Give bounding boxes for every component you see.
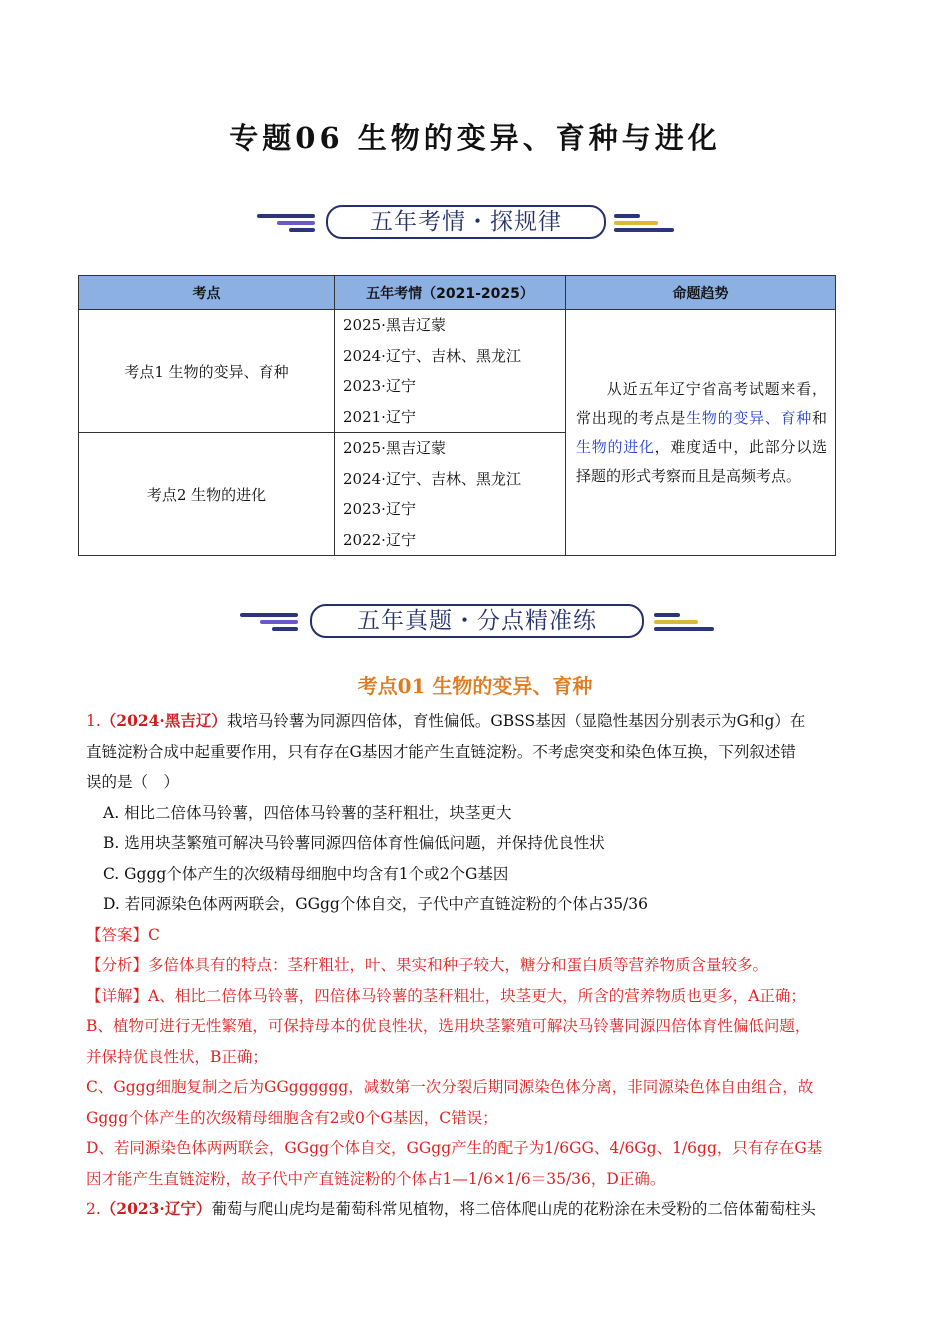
header-point: 考点 [79,276,335,310]
year-entry: 2023·辽宁 [343,500,416,518]
decorative-line [240,613,298,617]
decorative-line [614,228,674,232]
banner-label: 五年真题・分点精准练 [310,604,644,638]
trend-text: 和 [811,408,827,427]
decorative-line [654,613,680,617]
question-stem-line [86,706,866,737]
question-stem: 栽培马铃薯为同源四倍体，育性偏低。GBSS基因（显隐性基因分别表示为G和g）在 [226,712,806,730]
point-cell: 考点2 生物的进化 [79,433,335,556]
trend-text: 从近五年辽宁省高考试题来看，常出现的考点是 [576,379,827,427]
point-cell: 考点1 生物的变异、育种 [79,310,335,433]
option-a: A. 相比二倍体马铃薯，四倍体马铃薯的茎秆粗壮，块茎更大 [103,803,512,822]
question-source: （2023·辽宁） [100,1199,212,1218]
analysis-text: 多倍体具有的特点：茎秆粗壮，叶、果实和种子较大，糖分和蛋白质等营养物质含量较多。 [148,956,769,974]
analysis-label: 【分析】 [86,956,149,974]
banner-label: 五年考情・探规律 [326,205,606,239]
analysis-line [86,950,866,981]
question-stem: 葡萄与爬山虎均是葡萄科常见植物，将二倍体爬山虎的花粉涂在未受粉的二倍体葡萄柱头 [211,1200,816,1218]
detail-text: A、相比二倍体马铃薯，四倍体马铃薯的茎秆粗壮，块茎更大，所含的营养物质也更多，A正确； [148,986,806,1005]
question-2-stem [86,1194,866,1225]
question-number: 1. [86,712,101,730]
banner-five-year-overview [0,202,950,242]
detail-label: 【详解】 [86,986,149,1005]
banner-five-year-practice [0,601,950,641]
years-cell [335,433,566,556]
answer-line [86,920,866,951]
question-stem-line: 直链淀粉合成中起重要作用，只有存在G基因才能产生直链淀粉。不考虑突变和染色体互换，下列叙述错 [86,742,796,761]
year-entry: 2024·辽宁、吉林、黑龙江 [343,346,521,365]
overview-table [78,275,836,556]
year-entry: 2022·辽宁 [343,530,416,549]
trend-text: ，难度适中，此部分以选择题的形式考察而且是高频考点。 [576,437,827,485]
decorative-line [654,620,698,624]
decorative-line [277,221,315,225]
question-number: 2. [86,1200,101,1218]
table-row [79,310,836,433]
detail-line: C、Gggg细胞复制之后为GGgggggg，减数第一次分裂后期同源染色体分离，非同源染色体自由组合，故 [86,1078,814,1096]
answer-label: 【答案】 [86,925,149,944]
trend-highlight: 生物的变异、育种 [686,408,812,427]
question-source: （2024·黑吉辽） [100,711,227,730]
option-b: B. 选用块茎繁殖可解决马铃薯同源四倍体育性偏低问题，并保持优良性状 [103,834,605,852]
year-entry: 2024·辽宁、吉林、黑龙江 [343,469,521,488]
section-title: 考点01 生物的变异、育种 [357,674,593,698]
header-years: 五年考情（2021-2025） [335,276,566,310]
question-1 [86,706,866,1225]
decorative-line [260,620,298,624]
detail-line: 因才能产生直链淀粉，故子代中产直链淀粉的个体占1—1/6×1/6＝35/36，D正确。 [86,1169,666,1188]
decorative-line [257,214,315,218]
decorative-line [614,221,658,225]
table-header-row [79,276,836,310]
decorative-line [614,214,640,218]
detail-line: Gggg个体产生的次级精母细胞含有2或0个G基因，C错误； [86,1108,498,1127]
header-trend: 命题趋势 [566,276,836,310]
trend-highlight: 生物的进化 [576,437,655,456]
detail-line [86,981,866,1012]
year-entry: 2023·辽宁 [343,377,416,395]
year-entry: 2025·黑吉辽蒙 [343,316,446,334]
decorative-line [654,627,714,631]
trend-cell [566,310,836,556]
decorative-line [289,228,315,232]
option-c: C. Gggg个体产生的次级精母细胞中均含有1个或2个G基因 [103,864,509,883]
year-entry: 2025·黑吉辽蒙 [343,439,446,457]
detail-line: B、植物可进行无性繁殖，可保持母本的优良性状，选用块茎繁殖可解决马铃薯同源四倍体育性偏低问题， [86,1017,811,1035]
years-cell [335,310,566,433]
option-d: D. 若同源染色体两两联会，GGgg个体自交，子代中产直链淀粉的个体占35/36 [103,895,649,913]
page-title: 专题06 生物的变异、育种与进化 [229,121,721,155]
detail-line: 并保持优良性状，B正确； [86,1047,268,1066]
decorative-line [272,627,298,631]
detail-line: D、若同源染色体两两联会，GGgg个体自交，GGgg产生的配子为1/6GG、4/6Gg、1/6gg，只有存在G基 [86,1139,823,1157]
year-entry: 2021·辽宁 [343,407,416,426]
answer-value: C [148,925,160,944]
question-stem-line: 误的是（ ） [86,773,180,791]
